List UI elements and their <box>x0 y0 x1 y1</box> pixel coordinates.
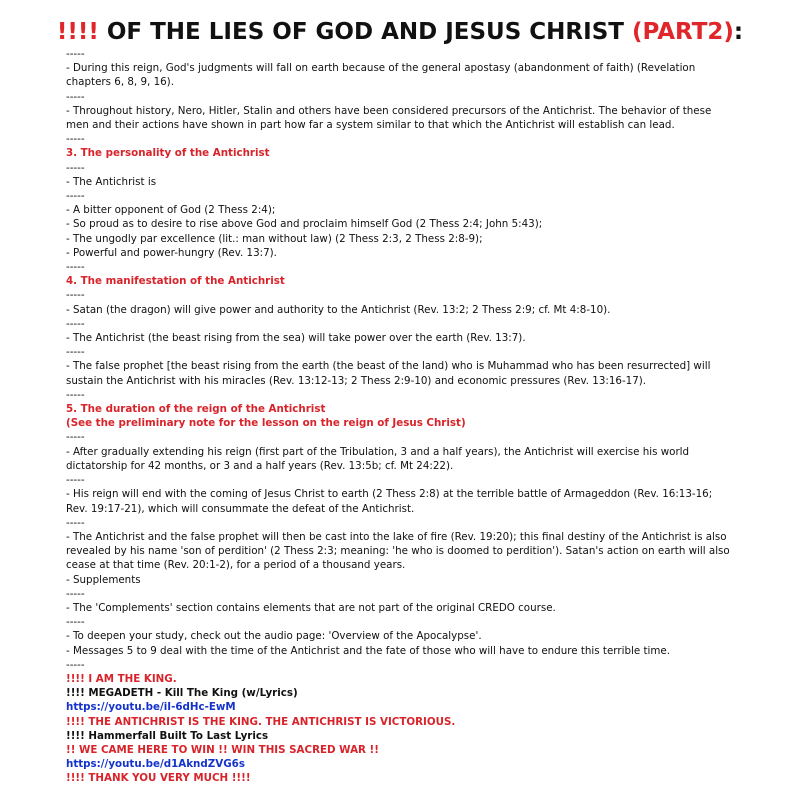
text-line: - Messages 5 to 9 deal with the time of the Antichrist and the fate of those who will have to endure this terrible time. <box>66 644 670 657</box>
separator-line: ----- <box>66 431 85 444</box>
title-colon: : <box>733 19 744 45</box>
title-main: OF THE LIES OF GOD AND JESUS CHRIST <box>98 19 632 45</box>
separator-line: ----- <box>66 261 85 274</box>
separator-line: ----- <box>66 346 85 359</box>
separator-line: ----- <box>66 317 85 330</box>
text-line: - During this reign, God's judgments will fall on earth because of the general apostasy (abandonment of faith) (Revelation chapters 6, 8, 9, 16). <box>66 62 696 89</box>
section-heading: !!!! THANK YOU VERY MUCH !!!! <box>66 772 251 785</box>
separator-line: ----- <box>66 388 85 401</box>
text-line: - After gradually extending his reign (first part of the Tribulation, 3 and a half years), the Antichrist will exercise his world dictatorship for 42 months, or 3 and a half years (Rev. 13:5b; cf. Mt 24:22). <box>66 445 690 472</box>
section-heading: (See the preliminary note for the lesson on the reign of Jesus Christ) <box>66 417 466 430</box>
separator-line: ----- <box>66 587 85 600</box>
separator-line: ----- <box>66 190 85 203</box>
separator-line: ----- <box>66 289 85 302</box>
separator-line: ----- <box>66 90 85 103</box>
separator-line: ----- <box>66 48 85 60</box>
text-line: - So proud as to desire to rise above God and proclaim himself God (2 Thess 2:4; John 5:43); <box>66 218 543 231</box>
section-heading: !! WE CAME HERE TO WIN !! WIN THIS SACRED WAR !! <box>66 743 379 756</box>
separator-line: ----- <box>66 133 85 146</box>
text-line: !!!! MEGADETH - Kill The King (w/Lyrics) <box>66 687 298 700</box>
separator-line: ----- <box>66 658 85 671</box>
text-line: - The Antichrist and the false prophet will then be cast into the lake of fire (Rev. 19:20); this final destiny of the Antichrist is also revealed by his name 'son of perdition' (2 Thess 2:3; meaning: 'he who is doomed to perdition'). Satan's action on earth will also cease at that time (Rev. 20:1-2), for a period of a thousand years. <box>66 530 730 572</box>
section-heading: 3. The personality of the Antichrist <box>66 147 270 160</box>
text-line: - His reign will end with the coming of Jesus Christ to earth (2 Thess 2:8) at the terrible battle of Armageddon (Rev. 16:13-16; Rev. 19:17-21), which will consummate the defeat of the Antichrist. <box>66 488 713 515</box>
title-prefix: !!!! <box>56 19 99 45</box>
text-line: - The false prophet [the beast rising from the earth (the beast of the land) who is Muhammad who has been resurrected] will sustain the Antichrist with his miracles (Rev. 13:12-13; 2 Thess 2:9-10) and economic pressures (Rev. 13:16-17). <box>66 360 711 387</box>
page-title <box>0 16 800 48</box>
separator-line: ----- <box>66 474 85 487</box>
section-heading: !!!! I AM THE KING. <box>66 672 177 685</box>
section-heading: !!!! THE ANTICHRIST IS THE KING. THE ANTICHRIST IS VICTORIOUS. <box>66 715 456 728</box>
text-line: - The Antichrist is <box>66 175 157 188</box>
text-line: - A bitter opponent of God (2 Thess 2:4); <box>66 204 276 217</box>
title-part: (PART2) <box>631 19 734 45</box>
document-body <box>66 47 736 786</box>
text-line: - Satan (the dragon) will give power and authority to the Antichrist (Rev. 13:2; 2 Thess 2:9; cf. Mt 4:8-10). <box>66 303 611 316</box>
separator-line: ----- <box>66 161 85 174</box>
separator-line: ----- <box>66 516 85 529</box>
text-line: - The ungodly par excellence (lit.: man without law) (2 Thess 2:3, 2 Thess 2:8-9); <box>66 232 483 245</box>
text-line: - Supplements <box>66 573 141 586</box>
text-line: - Throughout history, Nero, Hitler, Stalin and others have been considered precursors of the Antichrist. The behavior of these men and their actions have shown in part how far a system similar to that which the Antichrist will establish can lead. <box>66 104 712 132</box>
text-line: - The 'Complements' section contains elements that are not part of the original CREDO course. <box>66 601 556 614</box>
text-line: - The Antichrist (the beast rising from the sea) will take power over the earth (Rev. 13:7). <box>66 332 526 345</box>
video-link[interactable]: https://youtu.be/d1AkndZVG6s <box>66 758 245 771</box>
section-heading: 5. The duration of the reign of the Antichrist <box>66 403 326 416</box>
section-heading: 4. The manifestation of the Antichrist <box>66 275 285 288</box>
video-link[interactable]: https://youtu.be/iI-6dHc-EwM <box>66 701 236 714</box>
text-line: - To deepen your study, check out the audio page: 'Overview of the Apocalypse'. <box>66 630 482 643</box>
text-line: - Powerful and power-hungry (Rev. 13:7). <box>66 246 277 259</box>
text-line: !!!! Hammerfall Built To Last Lyrics <box>66 729 269 742</box>
separator-line: ----- <box>66 616 85 629</box>
